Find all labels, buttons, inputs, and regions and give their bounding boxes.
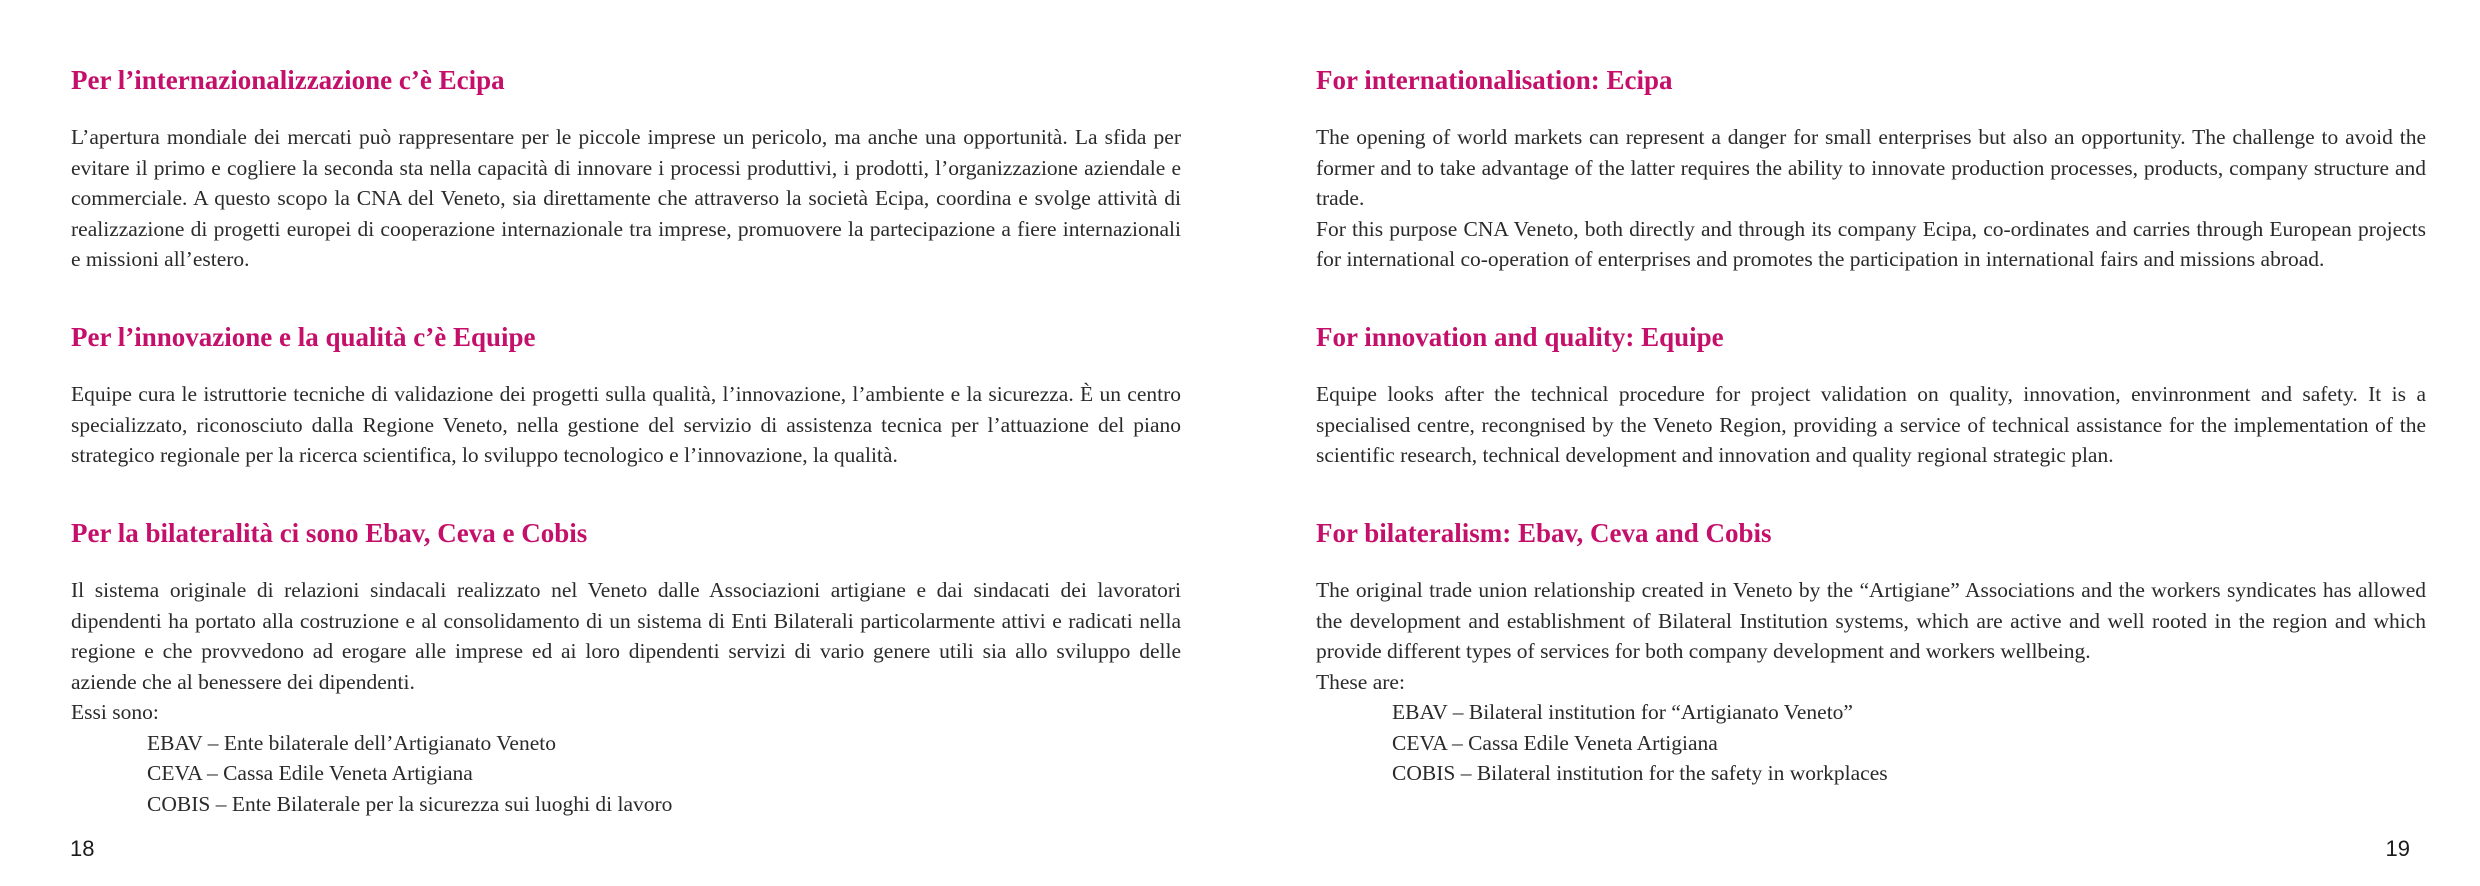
page-number: 19 — [2385, 836, 2410, 861]
paragraph: These are: — [1316, 669, 1405, 694]
section-equipe-en — [1316, 321, 2426, 471]
paragraph: The opening of world markets can represent a danger for small enterprises but also an opportunity. The challenge to avoid the former and to take advantage of the latter requires the ability to innovate production processes, products, company structure and trade. — [1316, 125, 2426, 210]
section-heading: Per la bilateralità ci sono Ebav, Ceva e Cobis — [71, 518, 588, 548]
paragraph: Equipe looks after the technical procedure for project validation on quality, innovation, envinronment and safety. It is a specialised centre, recongnised by the Veneto Region, providing a service of technical assistance for the implementation of the scientific research, technical development and innovation and quality regional strategic plan. — [1316, 382, 2426, 467]
list-item: COBIS – Ente Bilaterale per la sicurezza sui luoghi di lavoro — [147, 791, 673, 816]
section-ecipa-en — [1316, 64, 2426, 275]
section-heading: For internationalisation: Ecipa — [1316, 65, 1673, 95]
section-body — [71, 575, 1181, 819]
page-number: 18 — [70, 836, 95, 861]
section-heading: Per l’internazionalizzazione c’è Ecipa — [71, 65, 505, 95]
paragraph: For this purpose CNA Veneto, both directly and through its company Ecipa, co-ordinates and carries through European projects for international co-operation of enterprises and promotes the participation in international fairs and missions abroad. — [1316, 216, 2426, 271]
list-item: EBAV – Bilateral institution for “Artigianato Veneto” — [1392, 700, 1853, 724]
list-item: CEVA – Cassa Edile Veneta Artigiana — [1392, 730, 1718, 755]
entities-list — [1316, 697, 2426, 789]
right-page — [1240, 0, 2480, 886]
section-body — [1316, 122, 2426, 275]
paragraph: Il sistema originale di relazioni sindacali realizzato nel Veneto dalle Associazioni artigiane e dai sindacati dei lavoratori dipendenti ha portato alla costruzione e al consolidamento di un sistema di Enti Bilaterali particolarmente attivi e radicati nella regione e che provvedono ad erogare alle imprese ed ai loro dipendenti servizi di vario genere utili sia allo sviluppo delle aziende che al benessere dei dipendenti. — [71, 578, 1181, 694]
paragraph: Equipe cura le istruttorie tecniche di validazione dei progetti sulla qualità, l’innovazione, l’ambiente e la sicurezza. È un centro specializzato, riconosciuto dalla Regione Veneto, nella gestione del servizio di assistenza tecnica per l’attuazione del piano strategico regionale per la ricerca scientifica, lo sviluppo tecnologico e l’innovazione, la qualità. — [71, 382, 1181, 467]
section-body — [1316, 575, 2426, 789]
list-item: CEVA – Cassa Edile Veneta Artigiana — [147, 761, 473, 785]
section-bilateralita-it — [71, 517, 1181, 819]
section-body — [1316, 379, 2426, 471]
section-heading: For innovation and quality: Equipe — [1316, 322, 1724, 352]
entities-list — [71, 728, 1181, 820]
section-body — [71, 122, 1181, 275]
paragraph: Essi sono: — [71, 700, 159, 724]
section-heading: For bilateralism: Ebav, Ceva and Cobis — [1316, 518, 1772, 548]
section-bilateralism-en — [1316, 517, 2426, 789]
paragraph: L’apertura mondiale dei mercati può rappresentare per le piccole imprese un pericolo, ma anche una opportunità. La sfida per evitare il primo e cogliere la seconda sta nella capacità di innovare i processi produttivi, i prodotti, l’organizzazione aziendale e commerciale. A questo scopo la CNA del Veneto, sia direttamente che attraverso la società Ecipa, coordina e svolge attività di realizzazione di progetti europei di cooperazione internazionale tra imprese, promuovere la partecipazione a fiere internazionali e missioni all’estero. — [71, 125, 1181, 271]
section-heading: Per l’innovazione e la qualità c’è Equipe — [71, 322, 536, 352]
list-item: COBIS – Bilateral institution for the safety in workplaces — [1392, 761, 1888, 785]
section-equipe-it — [71, 321, 1181, 471]
paragraph: The original trade union relationship created in Veneto by the “Artigiane” Associations and the workers syndicates has allowed the development and establishment of Bilateral Institution systems, which are active and well rooted in the region and which provide different types of services for both company development and workers wellbeing. — [1316, 578, 2426, 663]
list-item: EBAV – Ente bilaterale dell’Artigianato Veneto — [147, 730, 556, 755]
section-ecipa-it — [71, 64, 1181, 275]
section-body — [71, 379, 1181, 471]
